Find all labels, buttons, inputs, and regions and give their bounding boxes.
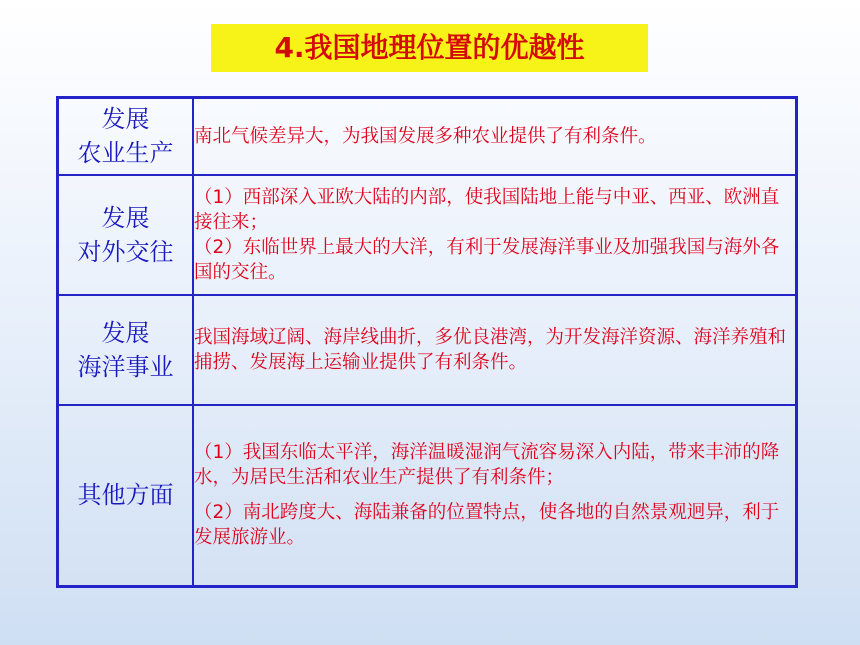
row-label-line: 对外交往 <box>77 237 174 266</box>
row-label <box>58 295 194 405</box>
slide-title: 4.我国地理位置的优越性 <box>211 24 648 72</box>
row-label-line: 海洋事业 <box>77 352 174 381</box>
advantages-table <box>56 96 798 588</box>
row-label <box>58 175 194 295</box>
content-paragraph: （2）东临世界上最大的大洋，有利于发展海洋事业及加强我国与海外各国的交往。 <box>194 236 780 283</box>
row-label-line: 发展 <box>101 105 150 134</box>
row-content <box>193 405 797 587</box>
content-paragraph: （2）南北跨度大、海陆兼备的位置特点，使各地的自然景观迥异，利于发展旅游业。 <box>194 502 780 549</box>
row-content <box>193 98 797 175</box>
content-paragraph: 南北气候差异大，为我国发展多种农业提供了有利条件。 <box>194 125 657 147</box>
table-row <box>58 405 797 587</box>
table-row <box>58 175 797 295</box>
content-paragraph: （1）西部深入亚欧大陆的内部，使我国陆地上能与中亚、西亚、欧洲直接往来； <box>194 186 780 233</box>
table-row <box>58 295 797 405</box>
row-label-line: 发展 <box>101 318 150 347</box>
row-label <box>58 98 194 175</box>
row-label-line: 其他方面 <box>77 481 174 510</box>
row-label-line: 发展 <box>101 203 150 232</box>
row-content <box>193 175 797 295</box>
content-paragraph: 我国海域辽阔、海岸线曲折，多优良港湾，为开发海洋资源、海洋养殖和捕捞、发展海上运输业提供了有利条件。 <box>194 326 787 373</box>
row-label <box>58 405 194 587</box>
content-paragraph: （1）我国东临太平洋，海洋温暖湿润气流容易深入内陆，带来丰沛的降水，为居民生活和农业生产提供了有利条件； <box>194 442 780 489</box>
row-label-line: 农业生产 <box>77 139 174 168</box>
row-content <box>193 295 797 405</box>
table-row <box>58 98 797 175</box>
